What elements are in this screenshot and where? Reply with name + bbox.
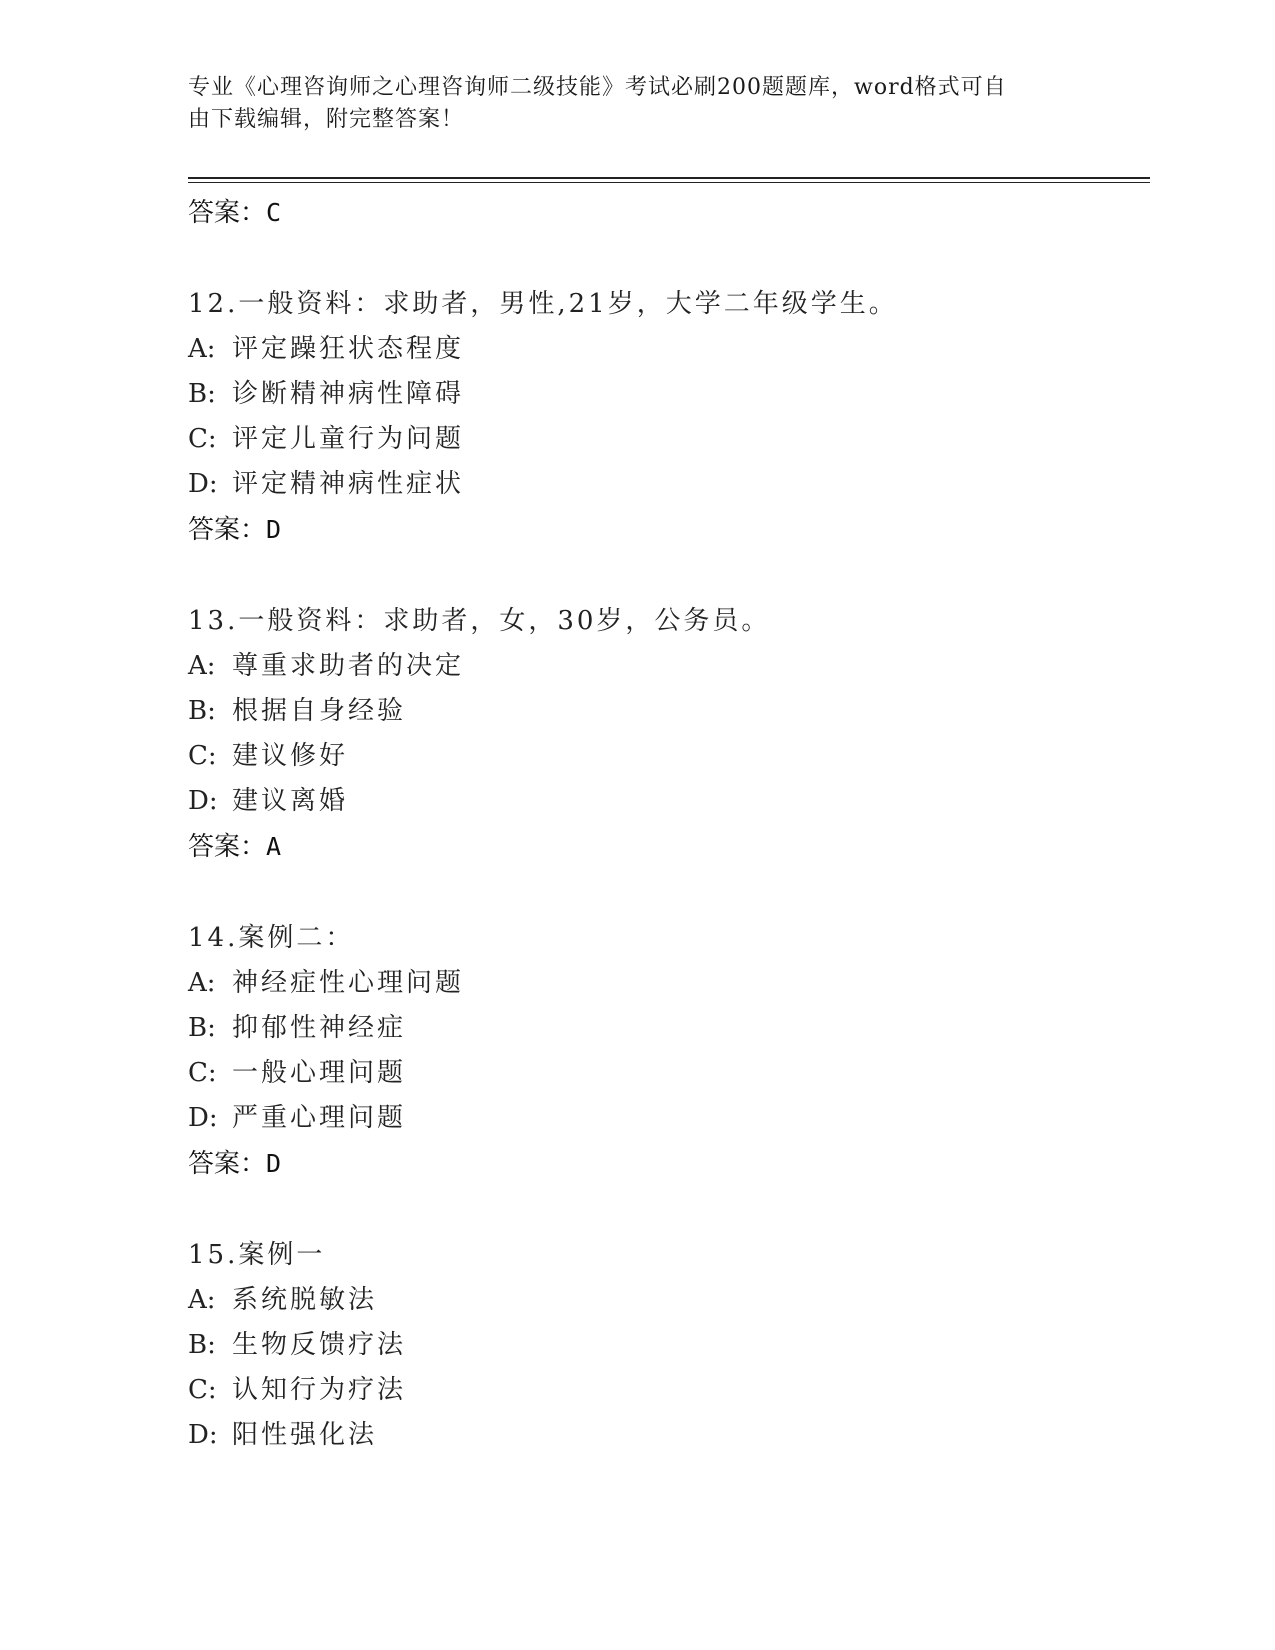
option-text: 神经症性心理问题 <box>232 968 465 998</box>
question-text: 12.一般资料：求助者，男性,21岁，大学二年级学生。 <box>188 289 898 319</box>
option-letter: C: <box>188 424 217 454</box>
option-c <box>188 1051 1148 1096</box>
option-letter: C: <box>188 741 217 771</box>
option-text: 评定儿童行为问题 <box>232 424 465 454</box>
option-b <box>188 689 1148 734</box>
option-c <box>188 1368 1148 1413</box>
option-a <box>188 327 1148 372</box>
option-letter: B: <box>188 696 216 726</box>
option-text: 诊断精神病性障碍 <box>232 379 465 409</box>
option-d <box>188 1413 1148 1458</box>
option-text: 阳性强化法 <box>232 1420 378 1450</box>
option-text: 抑郁性神经症 <box>232 1013 407 1043</box>
answer-value: D <box>266 515 282 544</box>
option-b <box>188 1323 1148 1368</box>
answer-label: 答案： <box>188 515 267 545</box>
option-letter: B: <box>188 1330 216 1360</box>
option-text: 一般心理问题 <box>232 1058 407 1088</box>
question-text: 14.案例二： <box>188 923 355 953</box>
answer-label: 答案： <box>188 198 267 228</box>
option-text: 建议修好 <box>232 741 349 771</box>
header-rule-thin <box>188 182 1150 183</box>
answer-value: A <box>266 832 282 861</box>
option-text: 评定精神病性症状 <box>232 469 465 499</box>
option-letter: C: <box>188 1058 217 1088</box>
answer-label: 答案： <box>188 832 267 862</box>
option-letter: D: <box>188 1420 218 1450</box>
option-text: 评定躁狂状态程度 <box>232 334 465 364</box>
option-letter: A: <box>188 334 216 364</box>
option-c <box>188 417 1148 462</box>
option-letter: C: <box>188 1375 217 1405</box>
answer-value: C <box>266 198 282 227</box>
option-letter: A: <box>188 1285 216 1315</box>
page-header <box>188 72 1088 136</box>
option-text: 生物反馈疗法 <box>232 1330 407 1360</box>
question-list <box>188 190 1148 1458</box>
option-text: 系统脱敏法 <box>232 1285 378 1315</box>
answer-label: 答案： <box>188 1149 267 1179</box>
option-letter: A: <box>188 968 216 998</box>
question-text: 15.案例一 <box>188 1240 326 1270</box>
option-d <box>188 779 1148 824</box>
question-text: 13.一般资料：求助者，女，30岁，公务员。 <box>188 606 771 636</box>
option-text: 认知行为疗法 <box>232 1375 407 1405</box>
header-rule-thick <box>188 177 1150 179</box>
option-d <box>188 1096 1148 1141</box>
header-line-1: 专业《心理咨询师之心理咨询师二级技能》考试必刷200题题库，word格式可自 <box>188 75 1007 100</box>
answer-line <box>188 190 1148 235</box>
option-text: 根据自身经验 <box>232 696 407 726</box>
option-b <box>188 1006 1148 1051</box>
answer-line <box>188 1141 1148 1186</box>
option-d <box>188 462 1148 507</box>
option-text: 尊重求助者的决定 <box>232 651 465 681</box>
answer-value: D <box>266 1149 282 1178</box>
option-a <box>188 1278 1148 1323</box>
answer-line <box>188 507 1148 552</box>
option-letter: B: <box>188 379 216 409</box>
option-letter: B: <box>188 1013 216 1043</box>
option-letter: A: <box>188 651 216 681</box>
option-a <box>188 644 1148 689</box>
option-a <box>188 961 1148 1006</box>
option-letter: D: <box>188 786 218 816</box>
option-letter: D: <box>188 469 218 499</box>
option-text: 严重心理问题 <box>232 1103 407 1133</box>
option-b <box>188 372 1148 417</box>
option-letter: D: <box>188 1103 218 1133</box>
option-text: 建议离婚 <box>232 786 349 816</box>
option-c <box>188 734 1148 779</box>
header-line-2: 由下载编辑，附完整答案！ <box>188 107 465 132</box>
answer-line <box>188 824 1148 869</box>
